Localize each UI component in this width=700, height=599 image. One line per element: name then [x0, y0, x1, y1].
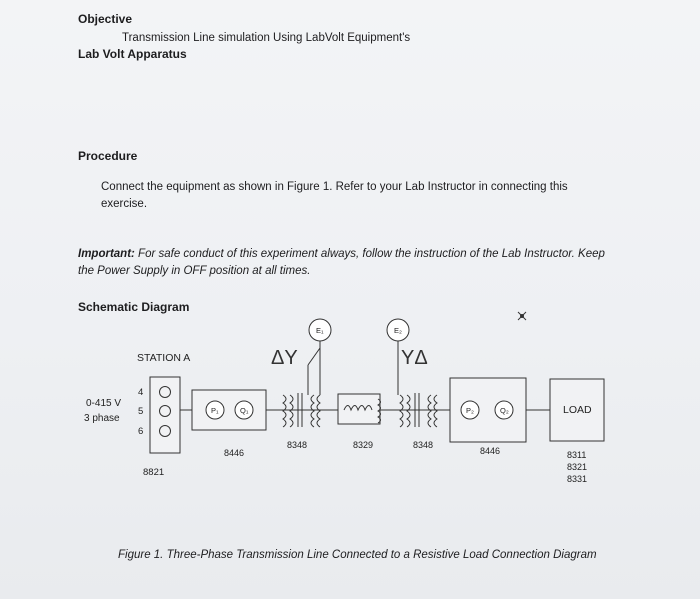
transformer1-coil-primary-b: [290, 395, 293, 427]
procedure-heading: Procedure: [78, 149, 138, 163]
load-module-8321: 8321: [567, 462, 588, 472]
module-8348-left-label: 8348: [287, 440, 308, 450]
source-voltage-label: 0-415 V: [86, 398, 122, 409]
apparatus-heading: Lab Volt Apparatus: [78, 47, 187, 61]
module-8348-right-label: 8348: [413, 440, 434, 450]
terminal-label-4: 4: [138, 387, 144, 398]
meter-q1-label: Q₁: [240, 406, 249, 415]
meter-e1-label: E₁: [316, 326, 324, 335]
module-8329-label: 8329: [353, 440, 374, 450]
procedure-instruction-line1: Connect the equipment as shown in Figure 1. Refer to your Lab Instructor in connecting this: [101, 181, 568, 193]
transformer1-coil-secondary-b: [317, 395, 320, 427]
transformer2-symbol: YΔ: [401, 347, 428, 369]
meter-p1-label: P₁: [211, 406, 219, 415]
objective-heading: Objective: [78, 12, 133, 26]
meter-p2-label: P₂: [466, 406, 474, 415]
transformer2-coil-primary-a: [400, 395, 403, 427]
important-text-line1: For safe conduct of this experiment always, follow the instruction of the Lab Instructor. Keep: [134, 248, 605, 260]
transformer1-coil-secondary-a: [311, 395, 314, 427]
station-label: STATION A: [137, 352, 191, 364]
important-note-line2: the Power Supply in OFF position at all times.: [78, 265, 311, 277]
cursor-mark-icon: [518, 312, 526, 320]
transformer2-coil-primary-b: [407, 395, 410, 427]
meter-module-left-box: [192, 390, 266, 430]
objective-subtitle: Transmission Line simulation Using LabVolt Equipment's: [122, 32, 411, 44]
load-label: LOAD: [563, 404, 592, 416]
load-module-8311: 8311: [567, 450, 587, 460]
transformer1-symbol: ΔY: [271, 347, 298, 369]
source-module-label: 8821: [143, 467, 165, 478]
load-module-8331: 8331: [567, 474, 588, 484]
module-8446-left-label: 8446: [224, 448, 245, 458]
source-phase-label: 3 phase: [84, 413, 120, 424]
meter-e2-label: E₂: [394, 326, 402, 335]
source-module-box: [150, 377, 180, 453]
transformer2-coil-secondary-a: [428, 395, 431, 427]
important-label: Important:: [78, 248, 135, 260]
module-8446-right-label: 8446: [480, 446, 501, 456]
transformer2-coil-secondary-b: [434, 395, 437, 427]
terminal-label-6: 6: [138, 426, 144, 437]
meter-q2-label: Q₂: [500, 406, 509, 415]
terminal-label-5: 5: [138, 406, 144, 417]
transformer1-coil-primary-a: [283, 395, 286, 427]
figure-caption: Figure 1. Three-Phase Transmission Line Connected to a Resistive Load Connection Diagram: [118, 549, 597, 561]
schematic-heading: Schematic Diagram: [78, 300, 190, 314]
procedure-instruction-line2: exercise.: [101, 198, 148, 210]
